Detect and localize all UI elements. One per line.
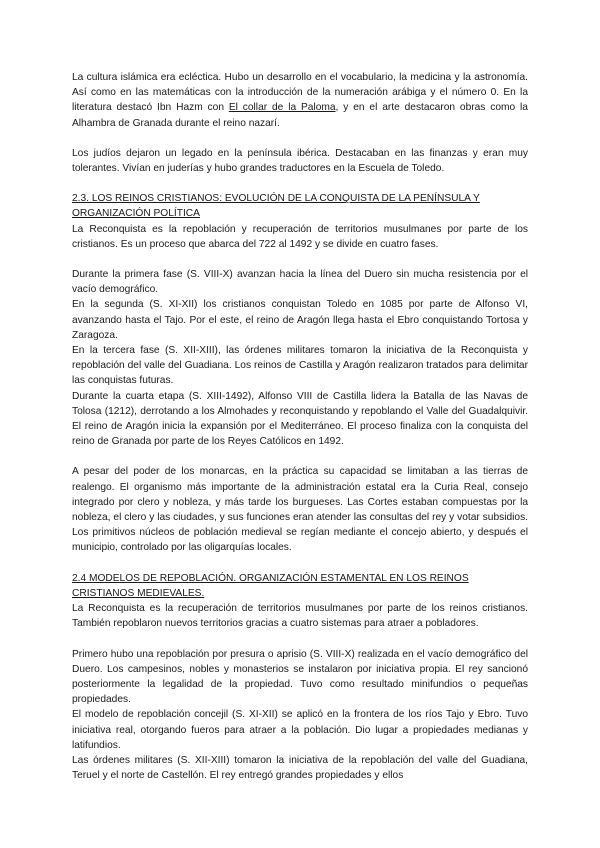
paragraph-islamic-culture: La cultura islámica era ecléctica. Hubo un desarrollo en el vocabulario, la medicina y la astronomía. Así como en las matemáticas con la introducción de la numeración arábiga y el número 0. En la literatura destacó Ibn Hazm con El collar de la Paloma, y en el arte destacaron obras como la Alhambra de Granada durante el reino nazarí. [72, 72, 528, 129]
paragraph-military-orders: Las órdenes militares (S. XII-XIII) tomaron la iniciativa de la repoblación del valle del Guadiana, Teruel y el norte de Castellón. El rey entregó grandes propiedades y ellos [72, 754, 528, 782]
paragraph-repopulation-intro: La Reconquista es la recuperación de territorios musulmanes por parte de los reinos cristianos. También repoblaron nuevos territorios gracias a cuatro sistemas para atraer a pobladores. [72, 603, 528, 630]
paragraph-concejil: El modelo de repoblación concejil (S. XI-XII) se aplicó en la frontera de los ríos Tajo y Ebro. Tuvo iniciativa real, otorgando fueros para atraer a la población. Dio lugar a propiedades medianas y latifundios. [72, 709, 528, 751]
paragraph-second-phase: En la segunda (S. XI-XII) los cristianos conquistan Toledo en 1085 por parte de Alfonso VI, avanzando hasta el Tajo. Por el este, el reino de Aragón llega hasta el Ebro conquistando Tortosa y Zaragoza. [72, 299, 528, 341]
paragraph-third-phase: En la tercera fase (S. XII-XIII), las órdenes militares tomaron la iniciativa de la Reconquista y repoblación del valle del Guadiana. Los reinos de Castilla y Aragón realizaron tratados para delimitar las conquistas futuras. [72, 345, 528, 387]
section-heading-2-3: 2.3. LOS REINOS CRISTIANOS: EVOLUCIÓN DE LA CONQUISTA DE LA PENÍNSULA Y ORGANIZACIÓN POLÍTICA [72, 193, 480, 220]
paragraph-fourth-phase: Durante la cuarta etapa (S. XIII-1492), Alfonso VIII de Castilla lidera la Batalla de las Navas de Tolosa (1212), derrotando a los Almohades y reconquistando y repoblando el Valle del Guadalquivir. El reino de Aragón inicia la expansión por el Mediterráneo. El proceso finaliza con la conquista del reino de Granada por parte de los Reyes Católicos en 1492. [72, 390, 528, 448]
paragraph-political-organization: A pesar del poder de los monarcas, en la práctica su capacidad se limitaban a las tierras de realengo. El organismo más importante de la administración estatal era la Curia Real, consejo integrado por clero y nobleza, y más tarde los burgueses. Las Cortes estaban compuestas por la nobleza, el clero y las ciudades, y sus funciones eran atender las consultas del rey y votar subsidios. Los primitivos núcleos de población medieval se regían mediante el concejo abierto, y después el municipio, controlado por las oligarquías locales. [72, 466, 528, 554]
paragraph-first-phase: Durante la primera fase (S. VIII-X) avanzan hacia la línea del Duero sin mucha resistencia por el vacío demográfico. [72, 269, 528, 296]
paragraph-presura: Primero hubo una repoblación por presura o aprisio (S. VIII-X) realizada en el vacío demográfico del Duero. Los campesinos, nobles y monasterios se instalaron por iniciativa propia. El rey sancionó posteriormente la legalidad de la propiedad. Tuvo como resultado minifundios o pequeñas propiedades. [72, 648, 528, 706]
section-heading-2-4: 2.4 MODELOS DE REPOBLACIÓN. ORGANIZACIÓN ESTAMENTAL EN LOS REINOS CRISTIANOS MEDIEVALES. [72, 572, 469, 599]
paragraph-reconquista-intro: La Reconquista es la repoblación y recuperación de territorios musulmanes por parte de los cristianos. Es un proceso que abarca del 722 al 1492 y se divide en cuatro fases. [72, 223, 528, 250]
paragraph-jews: Los judíos dejaron un legado en la península ibérica. Destacaban en las finanzas y eran muy tolerantes. Vivían en juderías y hubo grandes traductores en la Escuela de Toledo. [72, 147, 528, 175]
book-title: El collar de la Paloma [228, 102, 336, 114]
